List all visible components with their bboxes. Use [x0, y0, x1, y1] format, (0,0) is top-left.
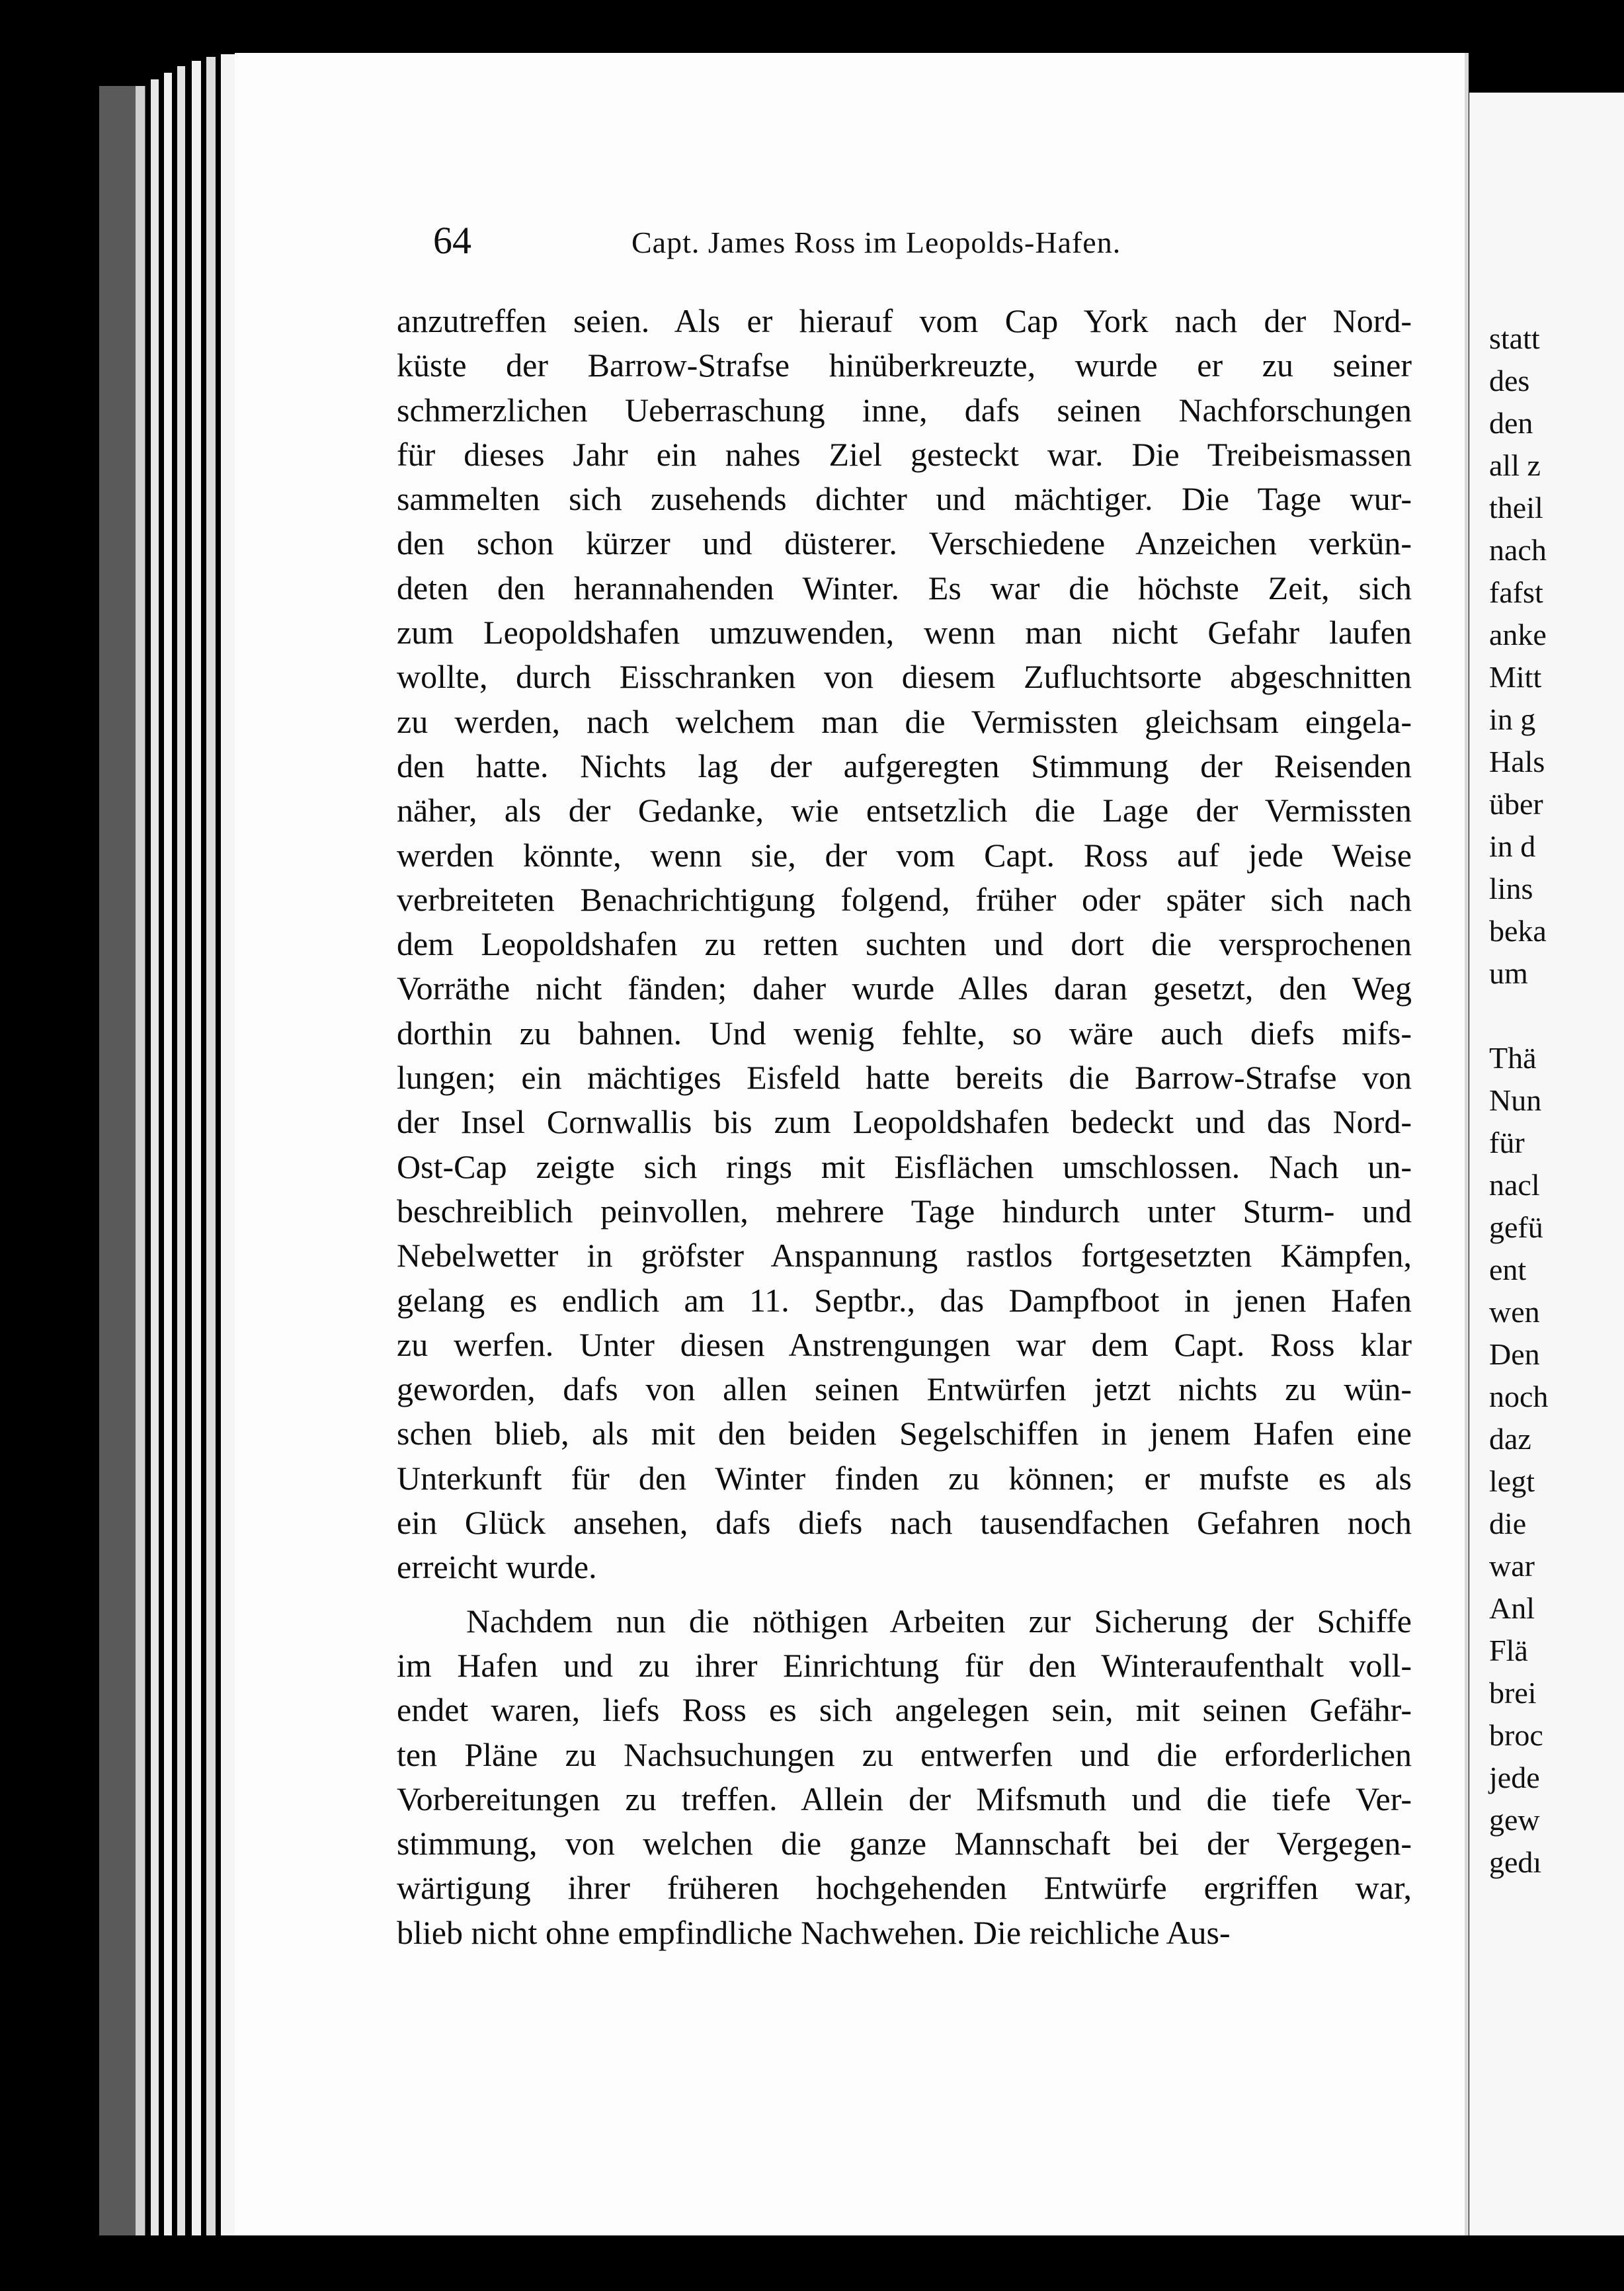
text-line: Nebelwetter in gröfster Anspannung rastlos fortgesetzten Kämpfen, — [397, 1237, 1412, 1274]
facing-text-fragment: die — [1489, 1507, 1527, 1540]
facing-text-fragment: beka — [1489, 914, 1547, 948]
facing-text-fragment: Mitt — [1489, 660, 1542, 694]
text-line: werden könnte, wenn sie, der vom Capt. Ross auf jede Weise — [397, 836, 1412, 874]
text-line: im Hafen und zu ihrer Einrichtung für den Winteraufenthalt voll- — [397, 1646, 1412, 1684]
facing-text-fragment: den — [1489, 406, 1533, 440]
facing-text-fragment: des — [1489, 364, 1530, 397]
facing-text-fragment: statt — [1489, 321, 1540, 355]
page-header — [433, 218, 1425, 284]
text-line: den schon kürzer und düsterer. Verschiedene Anzeichen verkün- — [397, 524, 1412, 562]
facing-text-fragment: um — [1489, 956, 1528, 990]
facing-text-fragment: gefü — [1489, 1210, 1543, 1244]
facing-text-fragment: brei — [1489, 1676, 1537, 1710]
facing-text-fragment: jede — [1489, 1761, 1540, 1794]
page-edge — [164, 73, 172, 2235]
facing-text-fragment: war — [1489, 1549, 1535, 1583]
facing-page — [1469, 93, 1624, 2235]
text-line: wärtigung ihrer früheren hochgehenden Entwürfe ergriffen war, — [397, 1869, 1412, 1907]
facing-text-fragment: theil — [1489, 491, 1543, 524]
text-line: Ost-Cap zeigte sich rings mit Eisflächen umschlossen. Nach un- — [397, 1147, 1412, 1185]
paragraph-2 — [397, 1599, 1412, 1955]
body-text — [397, 299, 1412, 1955]
text-line: der Insel Cornwallis bis zum Leopoldshafen bedeckt und das Nord- — [397, 1103, 1412, 1141]
facing-text-fragment: gew — [1489, 1803, 1540, 1837]
facing-text-fragment: über — [1489, 787, 1543, 821]
text-line: küste der Barrow-Strafse hinüberkreuzte, wurde er zu seiner — [397, 347, 1412, 384]
text-line: stimmung, von welchen die ganze Mannschaft bei der Vergegen- — [397, 1825, 1412, 1862]
facing-text-fragment: fafst — [1489, 575, 1543, 609]
paragraph-1 — [397, 299, 1412, 1590]
facing-text-fragment: lins — [1489, 872, 1533, 905]
page-number: 64 — [433, 219, 471, 262]
text-line: lungen; ein mächtiges Eisfeld hatte bereits die Barrow-Strafse von — [397, 1059, 1412, 1097]
text-line: Unterkunft für den Winter finden zu können; er mufste es als — [397, 1459, 1412, 1497]
facing-text-fragment: in g — [1489, 702, 1536, 736]
text-line: zu werden, nach welchem man die Vermissten gleichsam eingela- — [397, 702, 1412, 740]
page-edge — [177, 66, 185, 2235]
facing-text-fragment: Flä — [1489, 1634, 1528, 1667]
text-line: wollte, durch Eisschranken von diesem Zufluchtsorte abgeschnitten — [397, 658, 1412, 696]
facing-text-fragment: ent — [1489, 1253, 1527, 1286]
facing-text-fragment: Den — [1489, 1337, 1540, 1371]
text-line: verbreiteten Benachrichtigung folgend, früher oder später sich nach — [397, 880, 1412, 918]
text-line: Vorräthe nicht fänden; daher wurde Alles daran gesetzt, den Weg — [397, 970, 1412, 1007]
facing-text-fragment: gedı — [1489, 1845, 1542, 1879]
text-line: sammelten sich zusehends dichter und mächtiger. Die Tage wur- — [397, 480, 1412, 518]
facing-text-fragment: nach — [1489, 533, 1547, 567]
page-edge — [192, 61, 201, 2235]
paragraph-gap — [1489, 995, 1548, 1037]
facing-text-fragment: Anl — [1489, 1591, 1535, 1625]
facing-text-fragment: legt — [1489, 1464, 1535, 1498]
text-line: anzutreffen seien. Als er hierauf vom Cap York nach der Nord- — [397, 302, 1412, 339]
facing-text-fragment: für — [1489, 1126, 1525, 1159]
page-edge — [221, 54, 235, 2235]
text-line: erreicht wurde. — [397, 1548, 597, 1586]
text-line: ein Glück ansehen, dafs diefs nach tausendfachen Gefahren noch — [397, 1504, 1412, 1542]
facing-page-text — [1489, 317, 1548, 1884]
facing-text-fragment: Hals — [1489, 745, 1545, 778]
page-edge — [206, 57, 216, 2235]
text-line: ten Pläne zu Nachsuchungen zu entwerfen und die erforderlichen — [397, 1735, 1412, 1773]
text-line: Vorbereitungen zu treffen. Allein der Mifsmuth und die tiefe Ver- — [397, 1780, 1412, 1817]
text-line: zu werfen. Unter diesen Anstrengungen war dem Capt. Ross klar — [397, 1325, 1412, 1363]
facing-text-fragment: daz — [1489, 1422, 1531, 1456]
facing-text-fragment: noch — [1489, 1380, 1549, 1413]
facing-text-fragment: Thä — [1489, 1041, 1537, 1075]
text-line: schen blieb, als mit den beiden Segelschiffen in jenem Hafen eine — [397, 1415, 1412, 1452]
text-line: geworden, dafs von allen seinen Entwürfen jetzt nichts zu wün- — [397, 1370, 1412, 1408]
text-line: näher, als der Gedanke, wie entsetzlich die Lage der Vermissten — [397, 792, 1412, 829]
text-line: dem Leopoldshafen zu retten suchten und dort die versprochenen — [397, 925, 1412, 963]
text-line: blieb nicht ohne empfindliche Nachwehen. Die reichliche Aus- — [397, 1913, 1231, 1951]
facing-text-fragment: broc — [1489, 1718, 1543, 1752]
facing-text-fragment: anke — [1489, 618, 1547, 651]
text-line: deten den herannahenden Winter. Es war die höchste Zeit, sich — [397, 569, 1412, 606]
text-line: zum Leopoldshafen umzuwenden, wenn man nicht Gefahr laufen — [397, 614, 1412, 651]
book-page — [235, 53, 1469, 2235]
text-line: schmerzlichen Ueberraschung inne, dafs seinen Nachforschungen — [397, 391, 1412, 429]
text-line: gelang es endlich am 11. Septbr., das Dampfboot in jenen Hafen — [397, 1281, 1412, 1319]
running-title: Capt. James Ross im Leopolds-Hafen. — [631, 226, 1121, 259]
facing-text-fragment: wen — [1489, 1295, 1540, 1329]
page-edge — [136, 86, 145, 2235]
text-line: für dieses Jahr ein nahes Ziel gesteckt war. Die Treibeismassen — [397, 435, 1412, 473]
text-line: den hatte. Nichts lag der aufgeregten Stimmung der Reisenden — [397, 747, 1412, 784]
text-line: Nachdem nun die nöthigen Arbeiten zur Sicherung der Schiffe — [466, 1602, 1412, 1640]
page-edge — [151, 79, 159, 2235]
text-line: dorthin zu bahnen. Und wenig fehlte, so wäre auch diefs mifs- — [397, 1014, 1412, 1052]
facing-text-fragment: Nun — [1489, 1083, 1542, 1117]
facing-text-fragment: nacl — [1489, 1168, 1540, 1202]
text-line: endet waren, liefs Ross es sich angelegen sein, mit seinen Gefähr- — [397, 1691, 1412, 1729]
text-line: beschreiblich peinvollen, mehrere Tage hindurch unter Sturm- und — [397, 1192, 1412, 1229]
facing-text-fragment: in d — [1489, 829, 1536, 863]
facing-text-fragment: all z — [1489, 448, 1541, 482]
